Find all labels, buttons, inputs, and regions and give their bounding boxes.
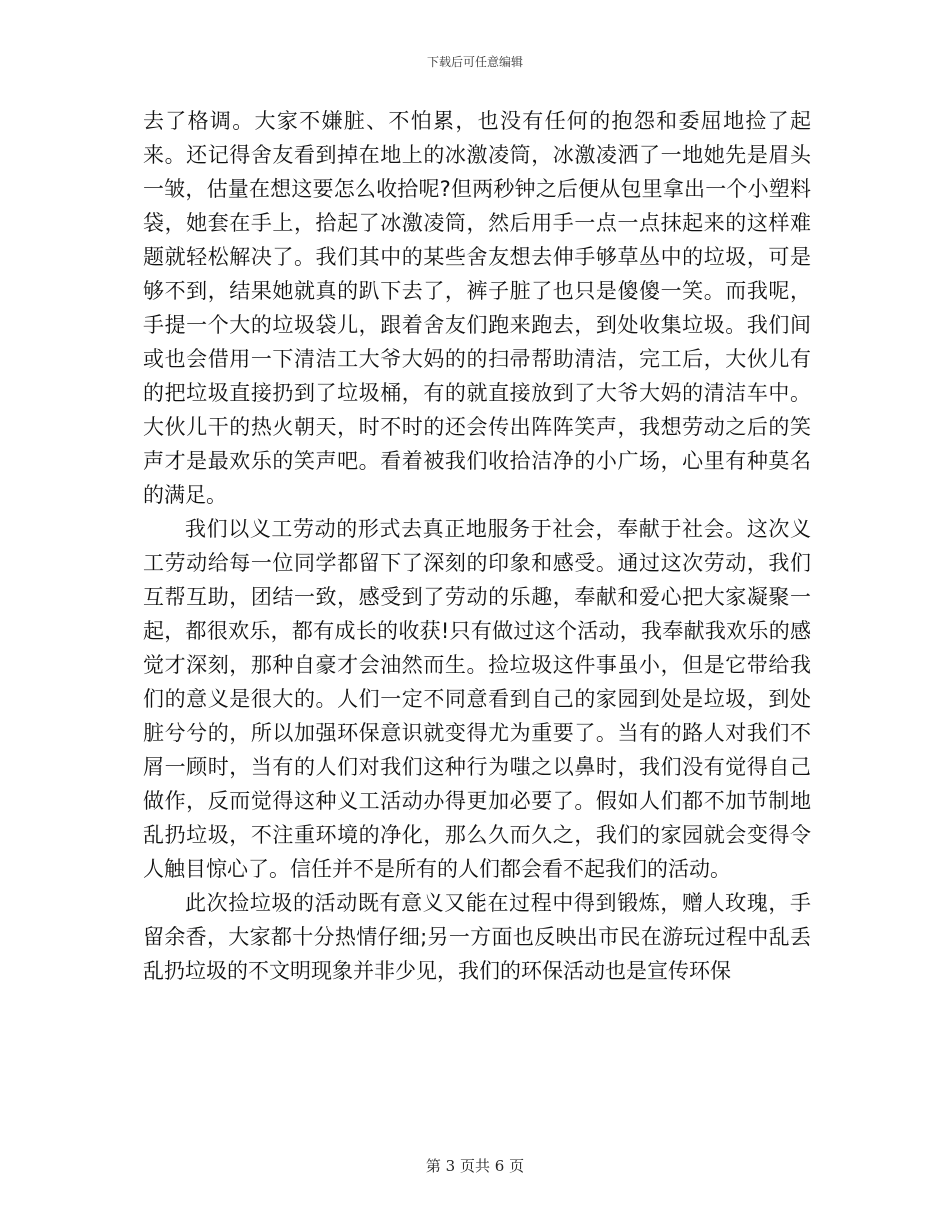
paragraph-1: 去了格调。大家不嫌脏、不怕累，也没有任何的抱怨和委屈地捡了起来。还记得舍友看到掉在地上的冰激凌筒，冰激凌洒了一地她先是眉头一皱，估量在想这要怎么收拾呢?但两秒钟之后便从包里拿出一个小塑料袋，她套在手上，拾起了冰激凌筒，然后用手一点一点抹起来的这样难题就轻松解决了。我们其中的某些舍友想去伸手够草丛中的垃圾，可是够不到，结果她就真的趴下去了，裤子脏了也只是傻傻一笑。而我呢，手提一个大的垃圾袋儿，跟着舍友们跑来跑去，到处收集垃圾。我们间或也会借用一下清洁工大爷大妈的的扫帚帮助清洁，完工后，大伙儿有的把垃圾直接扔到了垃圾桶，有的就直接放到了大爷大妈的清洁车中。大伙儿干的热火朝天，时不时的还会传出阵阵笑声，我想劳动之后的笑声才是最欢乐的笑声吧。看着被我们收拾洁净的小广场，心里有种莫名的满足。 [143, 109, 811, 507]
page-number-footer: 第 3 页共 6 页 [425, 1157, 525, 1175]
page-header: 下载后可任意编辑 [426, 55, 523, 69]
document-body [143, 104, 811, 988]
paragraph-2: 我们以义工劳动的形式去真正地服务于社会，奉献于社会。这次义工劳动给每一位同学都留下了深刻的印象和感受。通过这次劳动，我们互帮互助，团结一致，感受到了劳动的乐趣，奉献和爱心把大家凝聚一起，都很欢乐，都有成长的收获!只有做过这个活动，我奉献我欢乐的感觉才深刻，那种自豪才会油然而生。捡垃圾这件事虽小，但是它带给我们的意义是很大的。人们一定不同意看到自己的家园到处是垃圾，到处脏兮兮的，所以加强环保意识就变得尤为重要了。当有的路人对我们不屑一顾时，当有的人们对我们这种行为嗤之以鼻时，我们没有觉得自己做作，反而觉得这种义工活动办得更加必要了。假如人们都不加节制地乱扔垃圾，不注重环境的净化，那么久而久之，我们的家园就会变得令人触目惊心了。信任并不是所有的人们都会看不起我们的活动。 [143, 517, 811, 881]
paragraph-3: 此次捡垃圾的活动既有意义又能在过程中得到锻炼，赠人玫瑰，手留余香，大家都十分热情仔细;另一方面也反映出市民在游玩过程中乱丢乱扔垃圾的不文明现象并非少见，我们的环保活动也是宣传环保 [143, 891, 811, 983]
